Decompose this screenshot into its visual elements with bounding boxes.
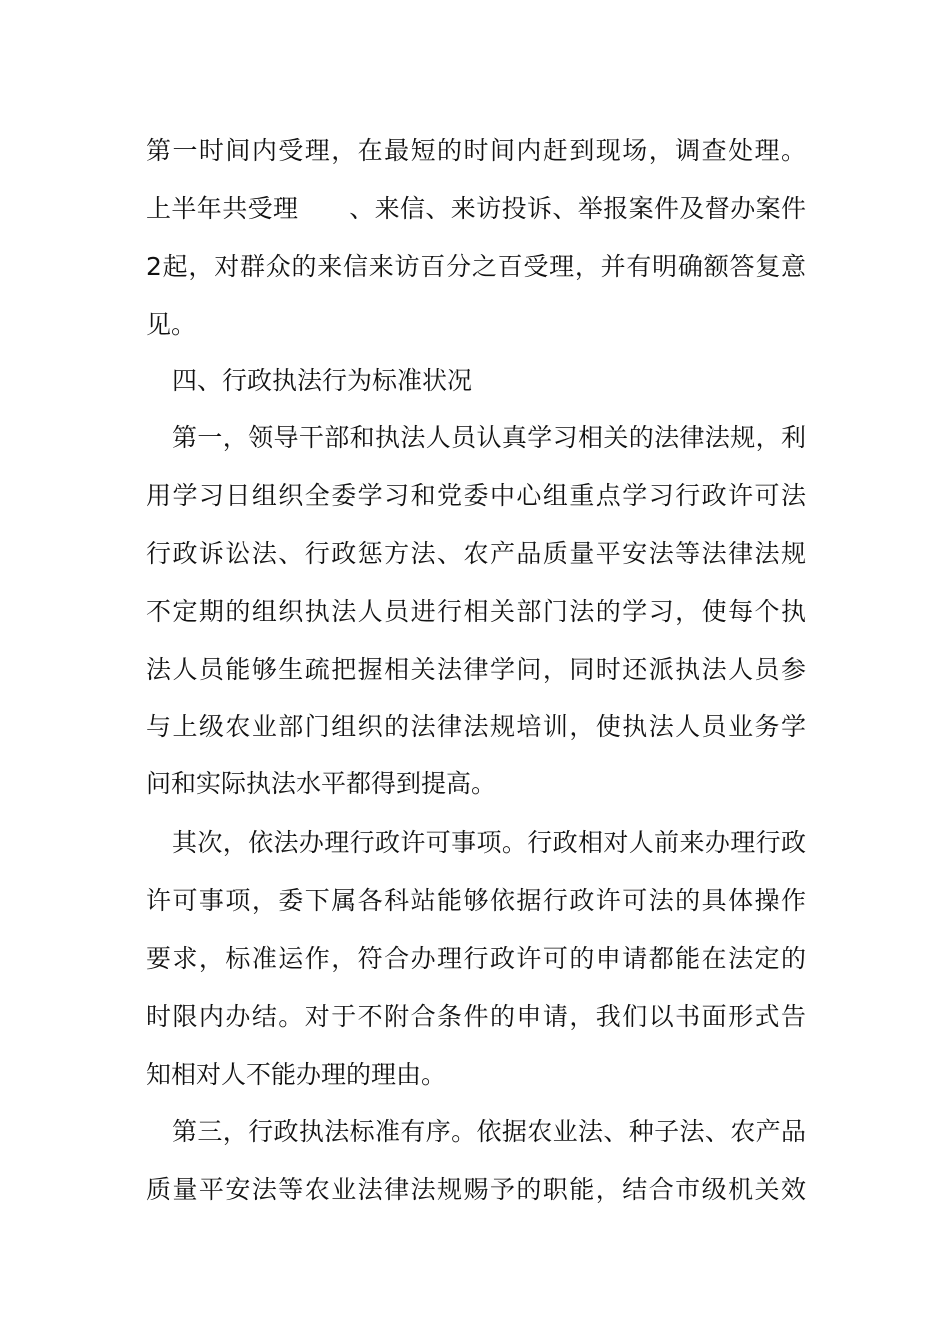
body-text-line: 其次，依法办理行政许可事项。行政相对人前来办理行政 (172, 828, 806, 857)
body-text-line: 法人员能够生疏把握相关法律学问，同时还派执法人员参 (146, 655, 806, 684)
body-text-line: 行政诉讼法、行政惩方法、农产品质量平安法等法律法规 (146, 539, 806, 568)
body-text-line: 知相对人不能办理的理由。 (146, 1060, 447, 1089)
body-text-line: 第一，领导干部和执法人员认真学习相关的法律法规，利 (172, 423, 806, 452)
body-text-line: 许可事项，委下属各科站能够依据行政许可法的具体操作 (146, 886, 806, 915)
body-text-line: 上半年共受理 、来信、来访投诉、举报案件及督办案件 (146, 194, 806, 223)
body-text-line: 问和实际执法水平都得到提高。 (146, 769, 497, 798)
section-heading: 四、行政执法行为标准状况 (172, 366, 473, 395)
body-text-line: 用学习日组织全委学习和党委中心组重点学习行政许可法 (146, 481, 806, 510)
body-text-line: 不定期的组织执法人员进行相关部门法的学习，使每个执 (146, 597, 806, 626)
body-text-line: 2起，对群众的来信来访百分之百受理，并有明确额答复意 (146, 252, 806, 281)
body-text-line: 见。 (146, 310, 197, 339)
body-text-line: 质量平安法等农业法律法规赐予的职能，结合市级机关效 (146, 1175, 806, 1204)
body-text-line: 第一时间内受理，在最短的时间内赶到现场，调查处理。 (146, 136, 806, 165)
body-text-line: 第三，行政执法标准有序。依据农业法、种子法、农产品 (172, 1117, 806, 1146)
body-text-line: 要求，标准运作，符合办理行政许可的申请都能在法定的 (146, 944, 806, 973)
body-text-line: 与上级农业部门组织的法律法规培训，使执法人员业务学 (146, 712, 806, 741)
body-text-line: 时限内办结。对于不附合条件的申请，我们以书面形式告 (146, 1002, 806, 1031)
